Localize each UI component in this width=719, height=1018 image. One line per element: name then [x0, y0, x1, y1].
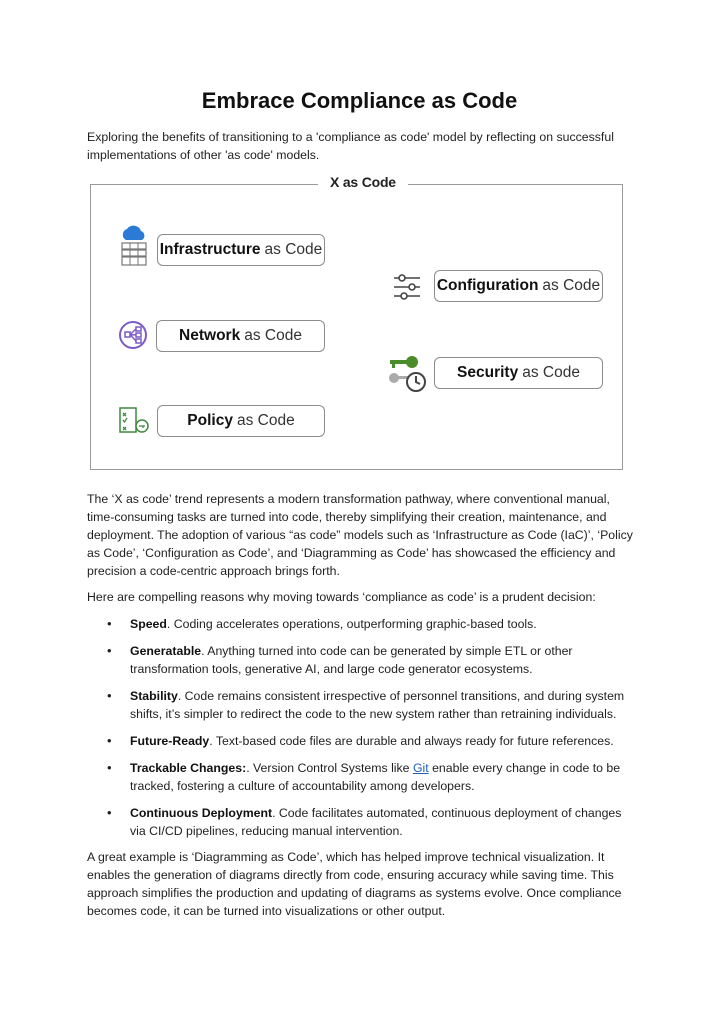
network-as-code-box [156, 320, 325, 352]
bullet-dot: • [107, 616, 112, 631]
bullet-dot: • [107, 805, 112, 820]
bullet-dot: • [107, 760, 112, 775]
bullet-text: . Coding accelerates operations, outperforming graphic-based tools. [166, 617, 537, 631]
bullet-heading: Generatable [130, 644, 202, 658]
bullet-heading: Future-Ready [130, 734, 210, 748]
bullet-text: . Code facilitates automated, continuous deployment of changes via CI/CD pipelines, reducing manual intervention. [130, 806, 622, 838]
bullet-dot: • [107, 733, 112, 748]
network-label: Network [179, 327, 241, 344]
bullet-text: . Text-based code files are durable and always ready for future references. [209, 734, 614, 748]
infrastructure-label: Infrastructure [159, 241, 261, 258]
bullet-heading: Continuous Deployment [130, 806, 273, 820]
cloud-server-icon [118, 222, 150, 268]
configuration-label: Configuration [436, 277, 539, 294]
key-clock-icon [386, 354, 428, 394]
network-icon [118, 320, 148, 350]
network-suffix: as Code [244, 327, 302, 344]
diagramming-paragraph: A great example is ‘Diagramming as Code’, which has helped improve technical visualization. It enables the generation of diagrams directly from code, ensuring accuracy while saving time. This approach simplifies the production and updating of diagrams as systems evolve. Once compliance becomes code, it can be turned into visualizations or other output. [87, 850, 622, 918]
policy-suffix: as Code [236, 412, 295, 429]
bullet-heading: Stability [130, 689, 178, 703]
diagram-title: X as Code [318, 174, 408, 190]
bullet-heading: Speed [130, 617, 167, 631]
security-suffix: as Code [522, 364, 580, 381]
sliders-icon [392, 273, 422, 301]
security-as-code-box [434, 357, 603, 389]
bullet-dot: • [107, 688, 112, 703]
bullet-heading: Trackable Changes: [130, 761, 247, 775]
configuration-suffix: as Code [542, 277, 601, 294]
configuration-as-code-box [434, 270, 603, 302]
security-label: Security [457, 364, 519, 381]
intro-paragraph: Exploring the benefits of transitioning to a 'compliance as code' model by reflecting on successful implementations of other 'as code' models. [87, 130, 614, 162]
bullet-dot: • [107, 643, 112, 658]
bullet-text: . Code remains consistent irrespective of personnel transitions, and during system shifts, it’s simpler to redirect the code to the new system rather than retraining individuals. [130, 689, 625, 721]
infrastructure-as-code-box [157, 234, 325, 266]
page-title: Embrace Compliance as Code [201, 88, 518, 113]
policy-checklist-icon [118, 406, 150, 436]
infrastructure-suffix: as Code [264, 241, 323, 258]
bullet-text: . Anything turned into code can be generated by simple ETL or other transformation tools, generative AI, and large code generator ecosystems. [130, 644, 573, 676]
reasons-intro-paragraph: Here are compelling reasons why moving towards ‘compliance as code’ is a prudent decision: [87, 590, 596, 604]
policy-label: Policy [187, 412, 233, 429]
bullet-text: enable every change in code to be tracked, fostering a culture of accountability among developers. [130, 761, 621, 793]
x-as-code-paragraph: The ‘X as code’ trend represents a modern transformation pathway, where conventional manual, time-consuming tasks are turned into code, thereby simplifying their creation, maintenance, and deployment. The adoption of various “as code” models such as ‘Infrastructure as Code (IaC)’, ‘Policy as Code’, ‘Configuration as Code’, and ‘Diagramming as Code’ has showcased the efficiency and precision a code-centric approach brings forth. [87, 492, 633, 578]
policy-as-code-box [157, 405, 325, 437]
git-link[interactable]: Git [412, 761, 429, 775]
bullet-text: . Version Control Systems like [246, 761, 413, 775]
